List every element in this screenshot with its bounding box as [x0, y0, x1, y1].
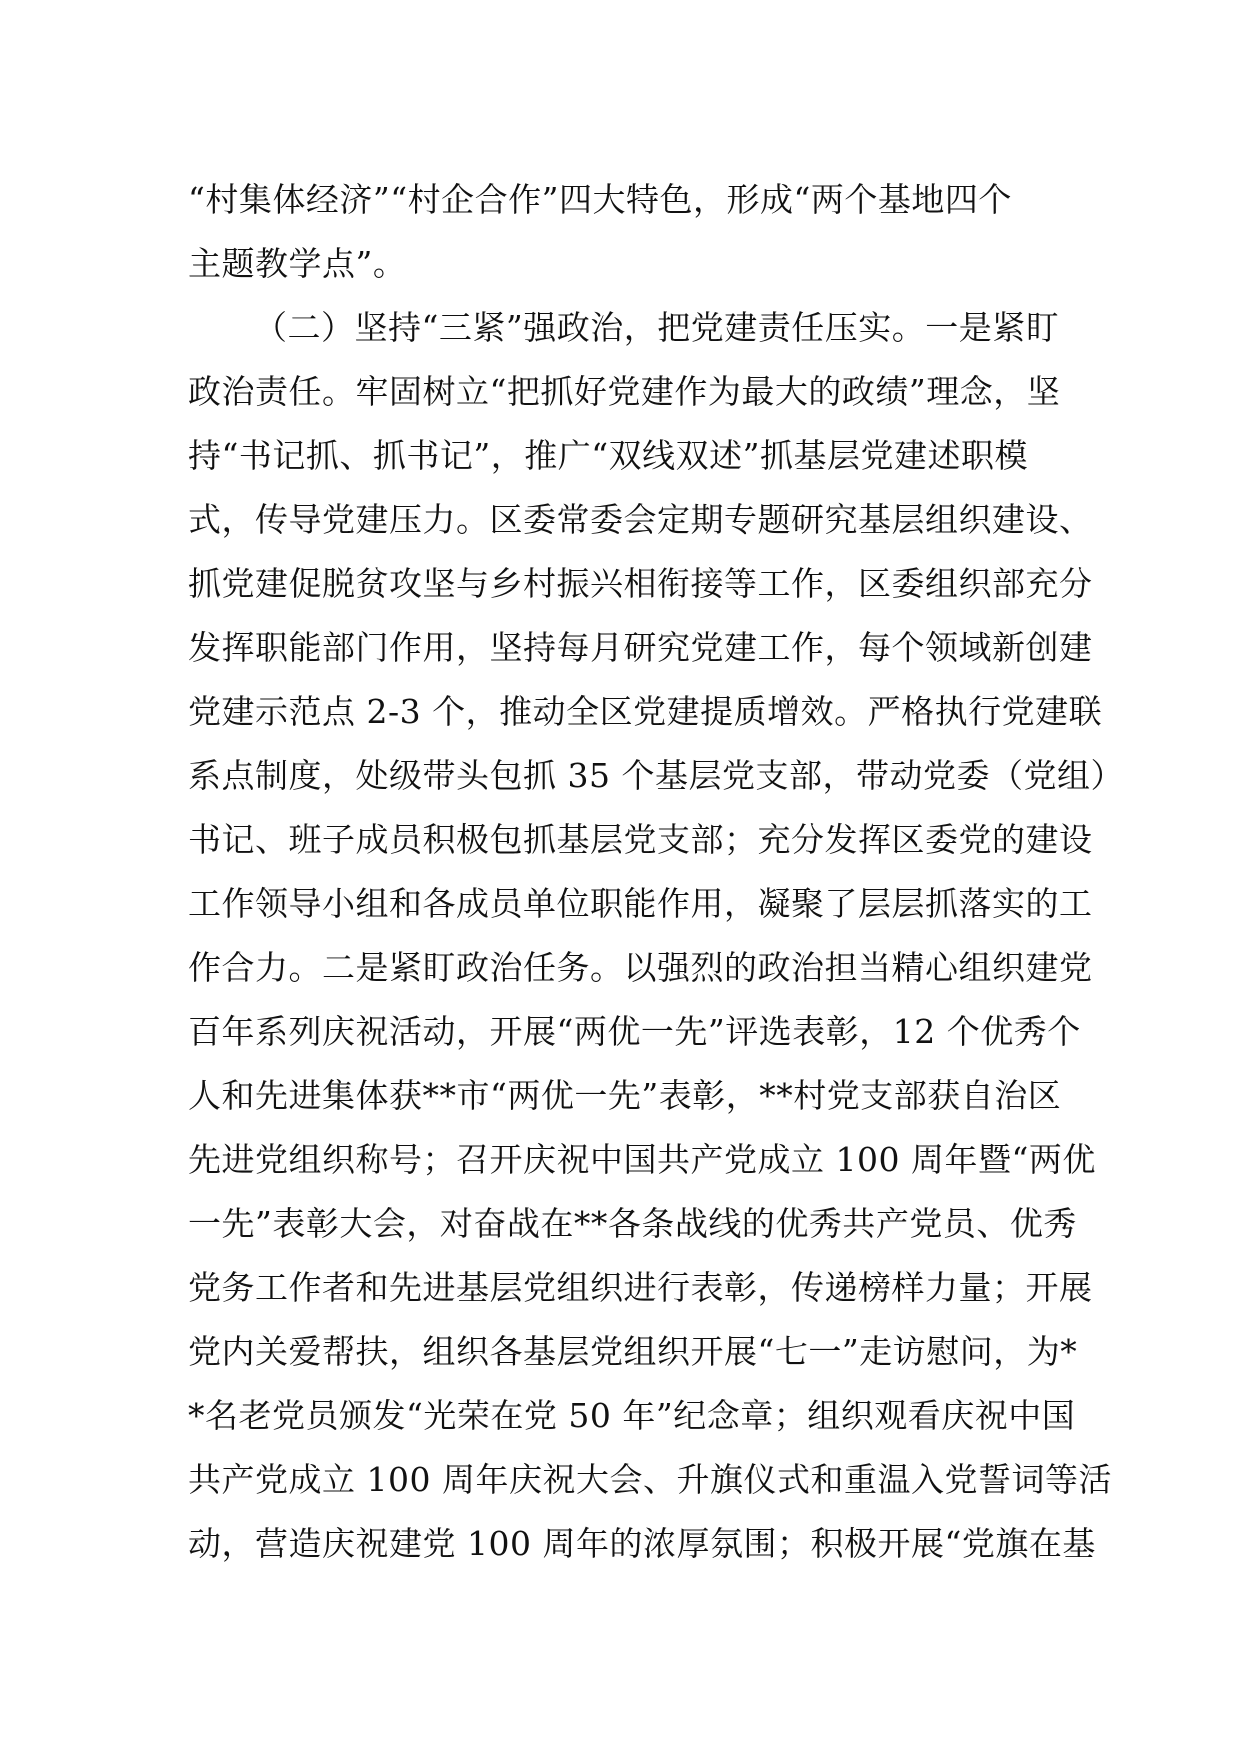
- text-line: 书记、班子成员积极包抓基层党支部；充分发挥区委党的建设: [188, 820, 1093, 859]
- text-line: 发挥职能部门作用，坚持每月研究党建工作，每个领域新创建: [188, 628, 1093, 667]
- text-line: “村集体经济”“村企合作”四大特色，形成“两个基地四个: [188, 180, 1012, 219]
- text-line: 作合力。二是紧盯政治任务。以强烈的政治担当精心组织建党: [188, 948, 1093, 987]
- text-line: 共产党成立 100 周年庆祝大会、升旗仪式和重温入党誓词等活: [188, 1460, 1112, 1499]
- text-line: 先进党组织称号；召开庆祝中国共产党成立 100 周年暨“两优: [188, 1140, 1096, 1179]
- text-line: 动，营造庆祝建党 100 周年的浓厚氛围；积极开展“党旗在基: [188, 1524, 1096, 1563]
- text-line: 工作领导小组和各成员单位职能作用，凝聚了层层抓落实的工: [188, 884, 1093, 923]
- text-line: 抓党建促脱贫攻坚与乡村振兴相衔接等工作，区委组织部充分: [188, 564, 1093, 603]
- text-line: 党建示范点 2-3 个，推动全区党建提质增效。严格执行党建联: [188, 692, 1103, 731]
- text-line: *名老党员颁发“光荣在党 50 年”纪念章；组织观看庆祝中国: [188, 1396, 1076, 1435]
- text-line: 党务工作者和先进基层党组织进行表彰，传递榜样力量；开展: [188, 1268, 1093, 1307]
- text-line: （二）坚持“三紧”强政治，把党建责任压实。一是紧盯: [254, 308, 1060, 347]
- text-line: 主题教学点”。: [188, 244, 407, 283]
- text-line: 式，传导党建压力。区委常委会定期专题研究基层组织建设、: [188, 500, 1093, 539]
- text-line: 一先”表彰大会，对奋战在**各条战线的优秀共产党员、优秀: [188, 1204, 1077, 1243]
- text-line: 政治责任。牢固树立“把抓好党建作为最大的政绩”理念，坚: [188, 372, 1061, 411]
- text-line: 党内关爱帮扶，组织各基层党组织开展“七一”走访慰问，为*: [188, 1332, 1078, 1371]
- text-line: 人和先进集体获**市“两优一先”表彰，**村党支部获自治区: [188, 1076, 1062, 1115]
- text-line: 系点制度，处级带头包抓 35 个基层党支部，带动党委（党组）: [188, 756, 1124, 795]
- text-line: 持“书记抓、抓书记”，推广“双线双述”抓基层党建述职模: [188, 436, 1028, 475]
- body-text: [188, 168, 1124, 1576]
- text-line: 百年系列庆祝活动，开展“两优一先”评选表彰，12 个优秀个: [188, 1012, 1081, 1051]
